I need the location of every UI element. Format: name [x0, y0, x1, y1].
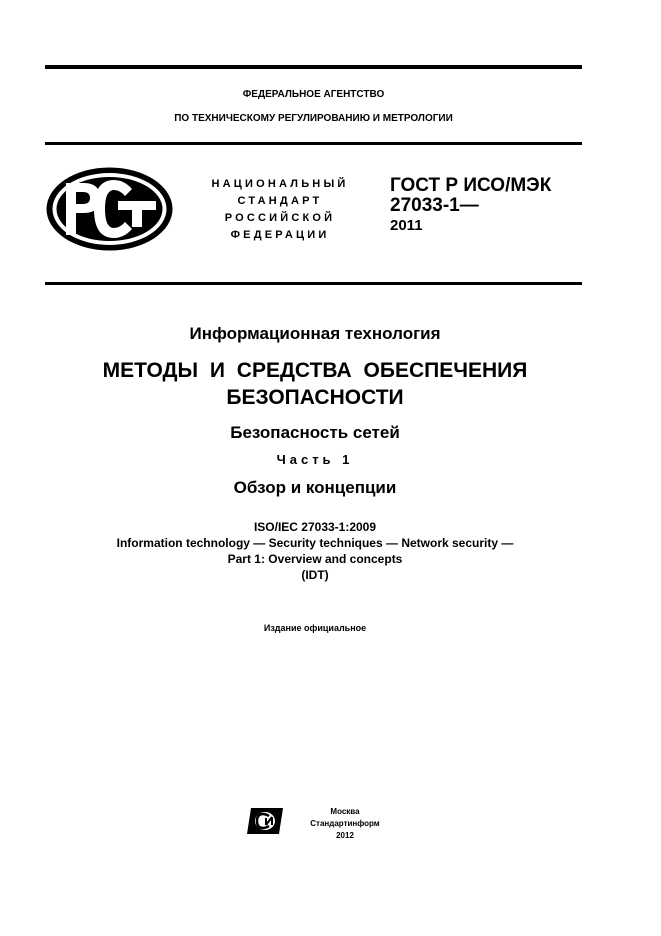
gost-year: 2011: [390, 217, 423, 234]
part-label: Часть 1: [276, 452, 354, 467]
national-line-2: СТАНДАРТ: [237, 195, 323, 207]
national-standard-block: [190, 176, 370, 244]
rst-logo-icon: [44, 165, 175, 258]
iso-title-line-2: Part 1: Overview and concepts: [227, 552, 403, 566]
national-line-4: ФЕДЕРАЦИИ: [230, 229, 330, 241]
iso-title-line-1: Information technology — Security techniques — Network security —: [116, 536, 514, 550]
publisher-block: [290, 806, 400, 842]
publisher-name: Стандартинформ: [310, 819, 380, 828]
edition-label: Издание официальное: [263, 623, 367, 633]
title-divider: [45, 282, 582, 285]
publisher-city: Москва: [330, 807, 360, 816]
main-title-line-1: МЕТОДЫ И СРЕДСТВА ОБЕСПЕЧЕНИЯ: [102, 359, 528, 382]
iso-number: ISO/IEC 27033-1:2009: [253, 520, 377, 534]
gost-designation: [390, 176, 551, 236]
publisher-year: 2012: [336, 831, 354, 840]
header-divider: [45, 142, 582, 145]
national-line-1: НАЦИОНАЛЬНЫЙ: [211, 178, 349, 190]
agency-line-2: ПО ТЕХНИЧЕСКОМУ РЕГУЛИРОВАНИЮ И МЕТРОЛОГИИ: [174, 113, 453, 124]
subtitle: Безопасность сетей: [230, 423, 400, 442]
gost-line-2: 27033-1—: [390, 195, 479, 216]
agency-line-1: ФЕДЕРАЛЬНОЕ АГЕНТСТВО: [242, 89, 385, 100]
part-title: Обзор и концепции: [233, 478, 397, 497]
main-title-line-2: БЕЗОПАСНОСТИ: [226, 386, 404, 409]
gost-line-1: ГОСТ Р ИСО/МЭК: [390, 175, 552, 196]
national-line-3: РОССИЙСКОЙ: [224, 212, 336, 224]
top-rule: [45, 65, 582, 69]
topic-title: Информационная технология: [189, 324, 441, 343]
idt-label: (IDT): [301, 568, 329, 582]
standartinform-logo-icon: [245, 806, 285, 841]
